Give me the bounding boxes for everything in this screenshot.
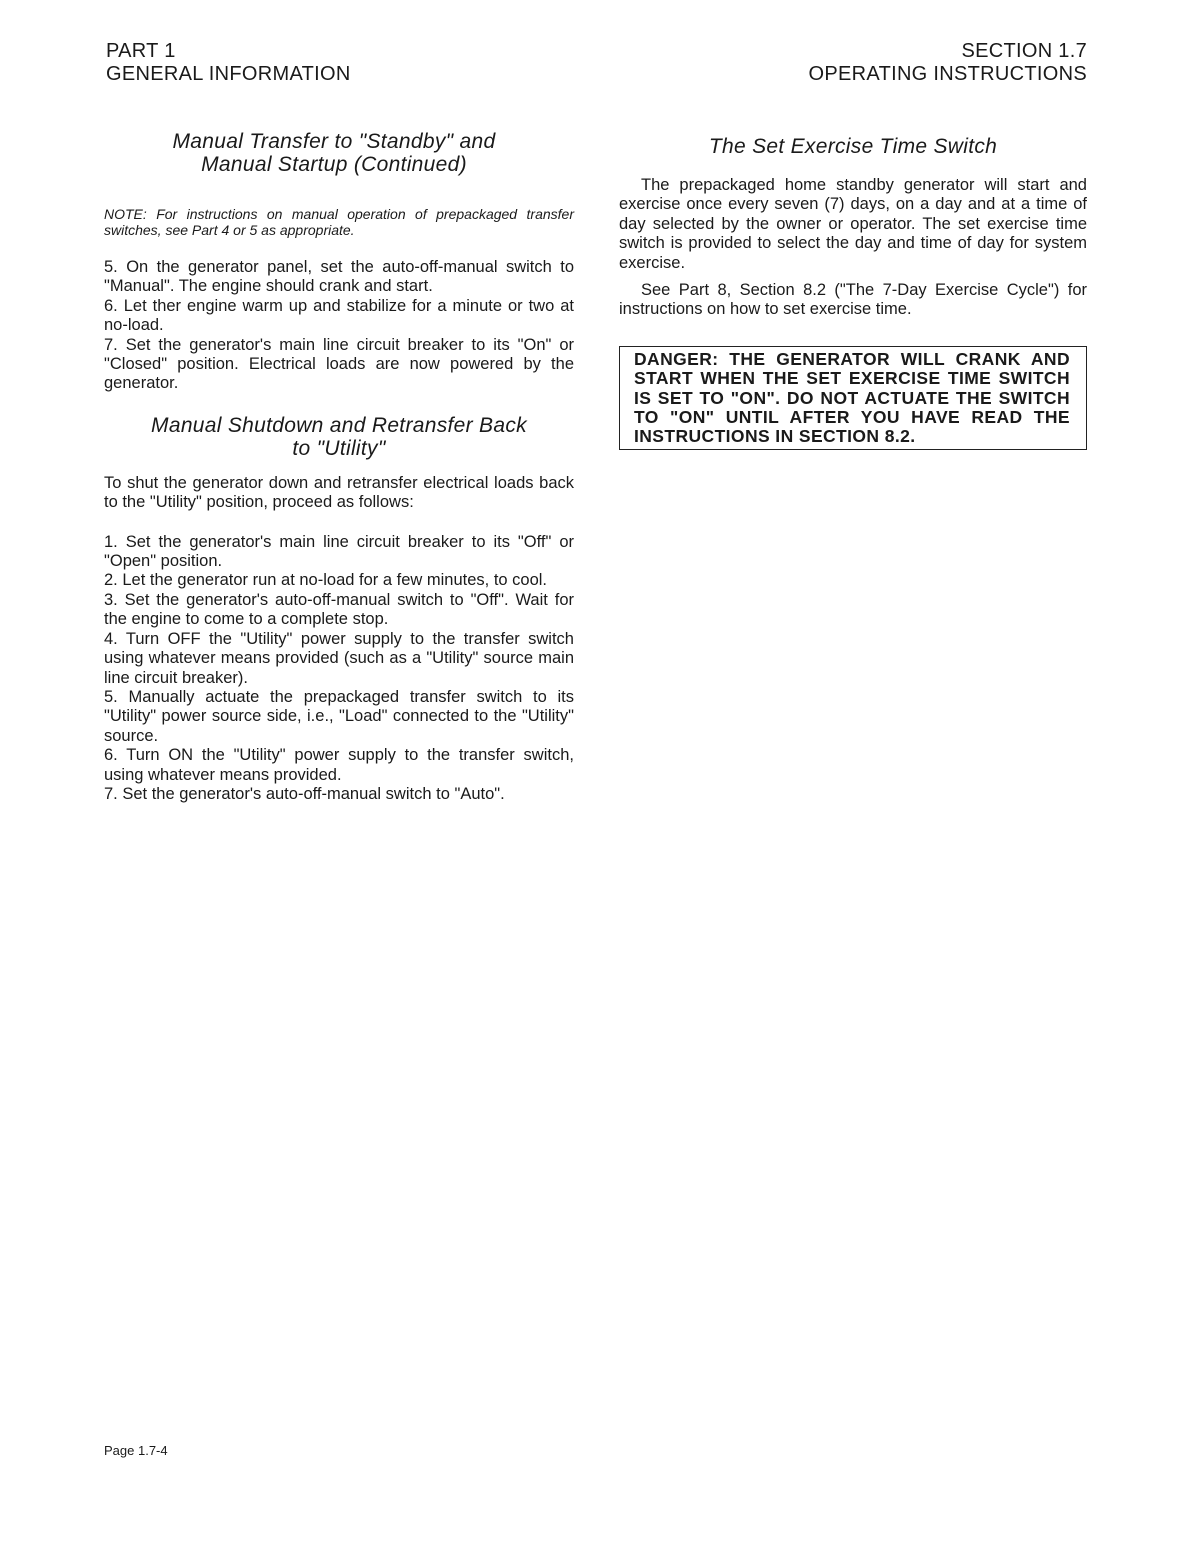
list-item: 4. Turn OFF the "Utility" power supply to the transfer switch using whatever means provided (such as a "Utility" source main line circuit breaker).	[104, 629, 574, 687]
list-item: 7. Set the generator's main line circuit breaker to its "On" or "Closed" position. Electrical loads are now powered by the generator.	[104, 335, 574, 393]
right-column	[619, 130, 1087, 450]
heading-manual-transfer: Manual Transfer to "Standby" and Manual Startup (Continued)	[172, 130, 496, 176]
list-item: 6. Turn ON the "Utility" power supply to the transfer switch, using whatever means provided.	[104, 746, 574, 784]
list-item: 5. On the generator panel, set the auto-off-manual switch to "Manual". The engine should crank and start.	[104, 258, 574, 296]
heading-manual-shutdown: Manual Shutdown and Retransfer Back to "Utility"	[151, 413, 527, 460]
part-title: GENERAL INFORMATION	[106, 63, 351, 85]
list-item: 1. Set the generator's main line circuit breaker to its "Off" or "Open" position.	[104, 532, 574, 571]
note-paragraph: NOTE: For instructions on manual operation of prepackaged transfer switches, see Part 4 or 5 as appropriate.	[104, 206, 574, 238]
part-label: PART 1	[106, 40, 176, 62]
page-header-right	[809, 40, 1087, 86]
list-item: 5. Manually actuate the prepackaged transfer switch to its "Utility" power source side, i.e., "Load" connected to the "Utility" source.	[104, 687, 574, 745]
section-label: SECTION 1.7	[961, 40, 1087, 62]
exercise-reference: See Part 8, Section 8.2 ("The 7-Day Exercise Cycle") for instructions on how to set exercise time.	[619, 281, 1087, 319]
startup-steps	[104, 258, 574, 394]
list-item: 2. Let the generator run at no-load for a few minutes, to cool.	[104, 571, 548, 590]
danger-warning-box: DANGER: THE GENERATOR WILL CRANK AND START WHEN THE SET EXERCISE TIME SWITCH IS SET TO "ON". DO NOT ACTUATE THE SWITCH TO "ON" UNTIL AFTER YOU HAVE READ THE INSTRUCTIONS IN SECTION 8.2.	[619, 346, 1087, 450]
page-number: Page 1.7-4	[104, 1443, 168, 1458]
section-title: OPERATING INSTRUCTIONS	[808, 63, 1087, 85]
page-header-left	[106, 40, 351, 86]
list-item: 7. Set the generator's auto-off-manual switch to "Auto".	[104, 784, 505, 803]
heading-exercise-switch: The Set Exercise Time Switch	[708, 135, 998, 158]
exercise-paragraph: The prepackaged home standby generator will start and exercise once every seven (7) days, on a day and at a time of day selected by the owner or operator. The set exercise time switch is provided to select the day and time of day for system exercise.	[619, 176, 1087, 272]
list-item: 6. Let ther engine warm up and stabilize for a minute or two at no-load.	[104, 296, 574, 335]
left-column	[104, 130, 574, 804]
shutdown-intro: To shut the generator down and retransfer electrical loads back to the "Utility" position, proceed as follows:	[104, 473, 574, 512]
shutdown-steps	[104, 533, 574, 805]
list-item: 3. Set the generator's auto-off-manual switch to "Off". Wait for the engine to come to a complete stop.	[104, 590, 574, 629]
